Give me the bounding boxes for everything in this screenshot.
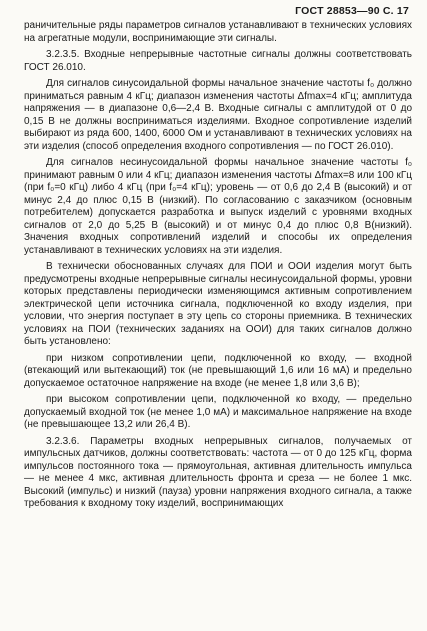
- paragraph-sinusoidal: Для сигналов синусоидальной формы начальное значение частоты f₀ должно приниматься равным 4 кГц; диапазон изменения частоты Δfmax=4 кГц; амплитуда напряжения — в диапазоне 0,6—2,4 В. Входные сигналы с амплитудой от 0 до 0,15 В не должны восприниматься изделиями. Входное сопротивление изделий выбирают из ряда 600, 1400, 6000 Ом и устанавливают в технических условиях на эти изделия (способ определения входного сопротивления — по ГОСТ 26.010).: [24, 78, 412, 152]
- paragraph-3-2-3-6: 3.2.3.6. Параметры входных непрерывных сигналов, получаемых от импульсных датчиков, должны соответствовать: частота — от 0 до 125 кГц, форма импульсов постоянного тока — прямоугольная, активная длительность импульса — не менее 4 мкс, активная длительность фронта и среза — не более 1 мкс. Высокий (импульс) и низкий (пауза) уровни напряжения входного сигнала, а также требования к входному току изделий, воспринимающих: [24, 435, 412, 509]
- document-body: [24, 20, 412, 515]
- page-header: ГОСТ 28853—90 С. 17: [295, 5, 409, 17]
- paragraph-low-resistance: при низком сопротивлении цепи, подключенной ко входу, — входной (втекающий или вытекающий) ток (не превышающий 1,6 или 16 мА) и предельно допускаемое остаточное напряжение на входе (не менее 1,8 или 3,6 В);: [24, 352, 412, 389]
- paragraph-poi-ooi: В технически обоснованных случаях для ПОИ и ООИ изделия могут быть предусмотрены входные непрерывные сигналы несинусоидальной формы, уровни которых представлены периодически изменяющимся активным сопротивлением электрической цепи источника сигнала, подключенной ко входу изделия, при условии, что энергия поступает в эту цепь со стороны приемника. В технических условиях на ПОИ (технических заданиях на ООИ) для таких сигналов должно быть установлено:: [24, 261, 412, 347]
- paragraph-nonsinusoidal: Для сигналов несинусоидальной формы начальное значение частоты f₀ принимают равным 0 или 4 кГц; диапазон изменения частоты Δfmax=8 или 100 кГц (при f₀=0 кГц) либо 4 кГц (при f₀=4 кГц); уровень — от 0,6 до 2,4 В (высокий) и от минус 2,4 до плюс 0,15 В (низкий). По согласованию с заказчиком (основным потребителем) допускается разработка и выпуск изделий с уровнями входных сигналов от 2,0 до 5,25 В (высокий) и от минус 0,4 до плюс 0,8 В(низкий). Значения входных сопротивлений изделий и способы их определения устанавливают в технических условиях на эти изделия.: [24, 157, 412, 256]
- paragraph-3-2-3-5: 3.2.3.5. Входные непрерывные частотные сигналы должны соответствовать ГОСТ 26.010.: [24, 49, 412, 73]
- paragraph-continuation: раничительные ряды параметров сигналов устанавливают в технических условиях на агрегатные модули, воспринимающие эти сигналы.: [24, 20, 412, 44]
- paragraph-high-resistance: при высоком сопротивлении цепи, подключенной ко входу, — предельно допускаемый входной ток (не менее 1,0 мА) и максимальное напряжение на входе (не превышающее 13,2 или 26,4 В).: [24, 394, 412, 430]
